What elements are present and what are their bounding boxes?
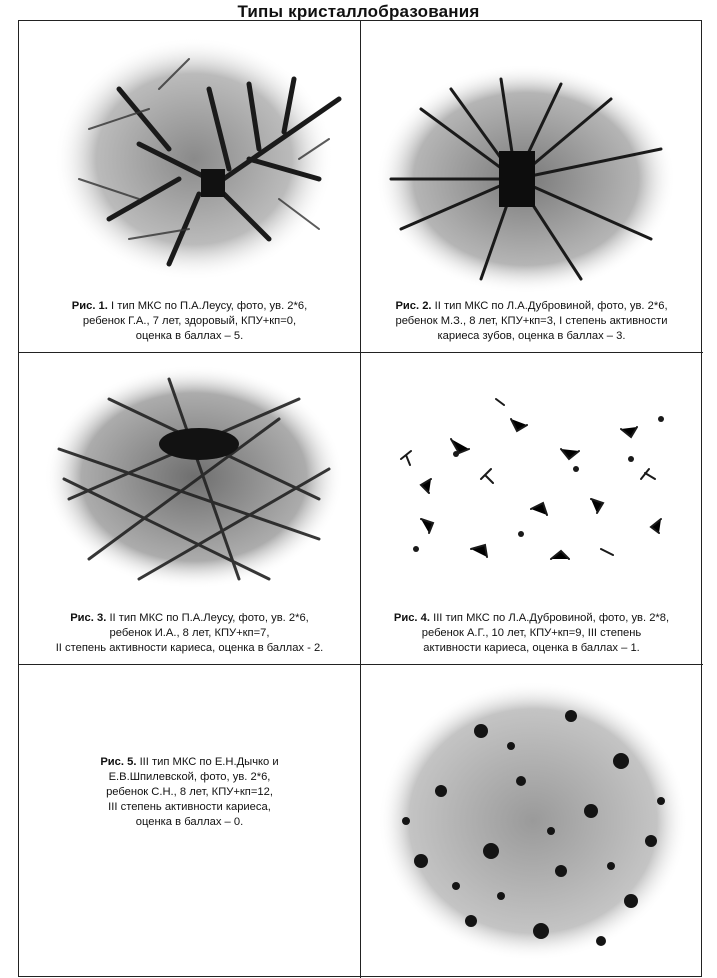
- figure-5-caption-line-5: оценка в баллах – 0.: [135, 816, 244, 828]
- page-title: Типы кристаллобразования: [237, 2, 480, 21]
- figure-4-cell: [361, 353, 702, 664]
- figure-1-caption-line-2: ребенок Г.А., 7 лет, здоровый, КПУ+кп=0,: [82, 315, 297, 327]
- figure-grid: [18, 20, 702, 977]
- figure-5-caption-line-2: Е.В.Шпилевской, фото, ув. 2*6,: [108, 771, 271, 783]
- figure-2-caption-line-1: II тип МКС по Л.А.Дубровиной, фото, ув. 2*6,: [434, 300, 668, 312]
- figure-3-photo: [19, 359, 360, 599]
- figure-2-caption-line-3: кариеса зубов, оценка в баллах – 3.: [437, 330, 626, 342]
- figure-5-caption: [25, 755, 354, 830]
- figure-5-caption-line-1: III тип МКС по Е.Н.Дычко и: [139, 756, 279, 768]
- figure-3-label: Рис. 3.: [70, 612, 107, 624]
- figure-1-caption-line-1: I тип МКС по П.А.Леусу, фото, ув. 2*6,: [110, 300, 308, 312]
- figure-5-photo: [361, 671, 702, 971]
- figure-2-label: Рис. 2.: [395, 300, 432, 312]
- figure-1-caption-line-3: оценка в баллах – 5.: [135, 330, 244, 342]
- figure-1-label: Рис. 1.: [71, 300, 108, 312]
- figure-3-caption-line-2: ребенок И.А., 8 лет, КПУ+кп=7,: [109, 627, 270, 639]
- figure-2-caption-line-2: ребенок М.З., 8 лет, КПУ+кп=3, I степень активности: [395, 315, 668, 327]
- figure-4-caption: [367, 611, 696, 656]
- figure-4-caption-line-2: ребенок А.Г., 10 лет, КПУ+кп=9, III степень: [421, 627, 642, 639]
- figure-2-caption: [367, 299, 696, 344]
- figure-5-photo-cell: [361, 665, 702, 977]
- figure-4-label: Рис. 4.: [393, 612, 430, 624]
- figure-5-label: Рис. 5.: [100, 756, 137, 768]
- figure-2-photo: [361, 29, 702, 294]
- figure-1-caption: [25, 299, 354, 344]
- figure-3-caption-line-1: II тип МКС по П.А.Леусу, фото, ув. 2*6,: [109, 612, 309, 624]
- figure-3-cell: [19, 353, 360, 664]
- figure-1-photo: [19, 29, 360, 294]
- figure-1-cell: [19, 21, 360, 352]
- figure-3-caption: [25, 611, 354, 656]
- figure-3-caption-line-3: II степень активности кариеса, оценка в баллах - 2.: [55, 642, 324, 654]
- figure-5-caption-line-3: ребенок С.Н., 8 лет, КПУ+кп=12,: [106, 786, 273, 798]
- figure-4-caption-line-1: III тип МКС по Л.А.Дубровиной, фото, ув. 2*8,: [433, 612, 670, 624]
- figure-4-photo: [361, 359, 702, 599]
- figure-5-caption-cell: [19, 665, 360, 977]
- figure-4-caption-line-3: активности кариеса, оценка в баллах – 1.: [423, 642, 640, 654]
- figure-2-cell: [361, 21, 702, 352]
- figure-5-caption-line-4: III степень активности кариеса,: [108, 801, 271, 813]
